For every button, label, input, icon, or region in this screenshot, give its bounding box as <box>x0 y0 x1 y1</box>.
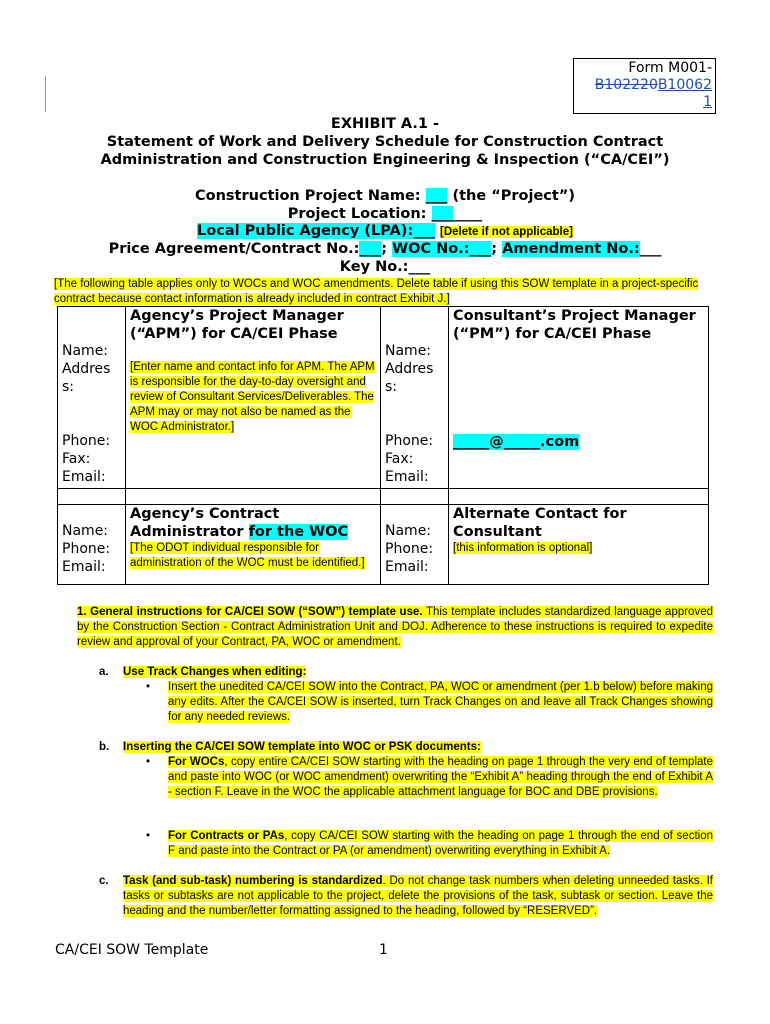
price-agreement-blank: ___ <box>359 241 382 257</box>
section-1-paragraph <box>77 605 713 650</box>
form-number-line1: Form M001- <box>628 60 712 76</box>
ca-heading-woc: for the WOC <box>248 524 349 540</box>
section-1-lead: 1. General instructions for CA/CEI SOW (“SOW”) template use. <box>77 606 423 618</box>
item-b-bullet1-lead: For WOCs <box>168 756 225 768</box>
lpa-line <box>0 222 770 241</box>
item-b-title-wrap <box>123 740 481 755</box>
pm-email-field: _____@_____.com <box>453 434 580 450</box>
apm-phone-fax-email-label: Phone: Fax: Email: <box>62 433 111 485</box>
item-a-bullet-text: Insert the unedited CA/CEI SOW into the Contract, PA, WOC or amendment (per 1.b below) before making any edits. After the CA/CEI SOW is inserted, turn Track Changes on and leave all Track Changes showing for any needed reviews. <box>168 681 713 723</box>
apm-instructions: [Enter name and contact info for APM. The APM is responsible for the day-to-day oversight and review of Consultant Services/Deliverables. The APM may or may not also be named as the WOC Administrator.] <box>130 361 375 433</box>
pm-phone-fax-email-label: Phone: Fax: Email: <box>385 433 434 485</box>
project-name-label: Construction Project Name: <box>195 188 421 204</box>
price-agreement-line <box>0 240 770 258</box>
item-c-text: . Do not change task numbers when deleting unneeded tasks. If tasks or subtasks are not applicable to the project, delete the provisions of the task, subtask or section. Leave the heading and the number/letter formatting assigned to the heading, followed by “RESERVED”. <box>123 875 714 917</box>
ca-labels-cell <box>58 505 126 585</box>
item-c-paragraph <box>123 874 713 919</box>
item-a-title: Use Track Changes when editing: <box>123 666 307 678</box>
item-b-bullet2-lead: For Contracts or PAs <box>168 830 285 842</box>
form-number-revision <box>574 77 712 94</box>
item-b-bullet1 <box>168 755 713 800</box>
pm-cell <box>449 307 709 489</box>
lpa-note: [Delete if not applicable] <box>440 226 573 238</box>
ca-heading: Agency’s Contract Administrator <box>130 506 280 540</box>
item-a-bullet <box>168 680 713 725</box>
apm-cell <box>126 307 381 489</box>
ca-cell <box>126 505 381 585</box>
project-location-line <box>0 205 770 223</box>
alt-heading: Alternate Contact for Consultant <box>453 506 627 540</box>
item-b-bullet2 <box>168 829 713 859</box>
project-name-suffix: (the “Project”) <box>452 188 575 204</box>
spacer-cell-4 <box>449 489 709 505</box>
price-agreement-label: Price Agreement/Contract No.: <box>108 241 360 257</box>
apm-instructions-wrap <box>130 360 376 435</box>
ca-instructions-wrap <box>130 541 376 571</box>
project-name-blank: ___ <box>425 188 448 204</box>
form-number-box <box>573 58 716 114</box>
item-a-marker: a. <box>99 666 109 678</box>
alt-cell <box>449 505 709 585</box>
item-a-bullet-glyph: • <box>146 681 151 693</box>
exhibit-subtitle-line2: Administration and Construction Engineering & Inspection (“CA/CEI”) <box>100 152 670 168</box>
pm-heading: Consultant’s Project Manager (“PM”) for CA/CEI Phase <box>453 308 696 342</box>
table-note-text: [The following table applies only to WOCs and WOC amendments. Delete table if using this SOW template in a project-specific contract because contact information is already included in contract Exhibit J.] <box>54 278 699 305</box>
key-number-label: Key No.:___ <box>339 259 431 275</box>
footer-template-name: CA/CEI SOW Template <box>55 942 209 958</box>
alt-name-phone-email-label: Name: Phone: Email: <box>385 523 434 575</box>
ca-heading-wrap <box>130 505 376 541</box>
project-location-label: Project Location: <box>287 206 427 222</box>
key-number-line <box>0 258 770 276</box>
alt-labels-cell <box>381 505 449 585</box>
apm-name-address-label: Name: Addres s: <box>62 343 111 395</box>
footer-page-number: 1 <box>379 942 388 958</box>
pm-name-address-label: Name: Addres s: <box>385 343 434 395</box>
item-a-title-wrap <box>123 665 306 680</box>
item-c-title: Task (and sub-task) numbering is standardized <box>123 875 383 887</box>
sep-2: ; <box>491 241 498 257</box>
amendment-number-label: Amendment No.: <box>502 241 640 257</box>
item-b-bullet2-glyph: • <box>146 830 151 842</box>
item-b-marker: b. <box>99 741 110 753</box>
apm-heading: Agency’s Project Manager (“APM”) for CA/CEI Phase <box>130 308 344 342</box>
form-number-inserted-b: 1 <box>703 94 712 110</box>
alt-instructions-wrap <box>453 541 704 556</box>
item-b-bullet1-text: , copy entire CA/CEI SOW starting with the heading on page 1 through the very end of template and paste into WOC (or WOC amendment) overwriting the “Exhibit A” heading through the end of Exhibit A - section F. Leave in the WOC the applicable attachment language for BOC and DBE provisions. <box>168 756 713 798</box>
item-b-bullet1-glyph: • <box>146 756 151 768</box>
project-name-line <box>0 187 770 205</box>
section-1-text: This template includes standardized language approved by the Construction Section - Contract Administration Unit and DOJ. Adherence to these instructions is required to expedite review and approval of your Contract, PA, WOC or amendment. <box>77 606 713 648</box>
lpa-label: Local Public Agency (LPA):___ <box>197 223 435 239</box>
pm-email-wrap <box>453 433 704 451</box>
item-c-marker: c. <box>99 875 109 887</box>
contacts-table <box>57 306 709 585</box>
spacer-cell-1 <box>58 489 126 505</box>
ca-name-phone-email-label: Name: Phone: Email: <box>62 523 111 575</box>
form-number-struck: B102220 <box>594 77 658 93</box>
pm-labels-cell <box>381 307 449 489</box>
apm-labels-cell <box>58 307 126 489</box>
change-bar <box>45 76 46 112</box>
item-b-bullet2-text: , copy CA/CEI SOW starting with the heading on page 1 through the end of section F and paste into the Contract or PA (or amendment) overwriting everything in Exhibit A. <box>168 830 713 857</box>
project-location-blank: ___ <box>431 206 454 222</box>
sep-1: ; <box>381 241 388 257</box>
woc-number-label: WOC No.:___ <box>392 241 492 257</box>
item-b-title: Inserting the CA/CEI SOW template into WOC or PSK documents: <box>123 741 481 753</box>
spacer-cell-2 <box>126 489 381 505</box>
amendment-number-blank: ___ <box>639 241 662 257</box>
table-applicability-note <box>54 277 714 306</box>
spacer-cell-3 <box>381 489 449 505</box>
form-number-inserted-a: B10062 <box>657 77 712 93</box>
exhibit-subtitle-line1: Statement of Work and Delivery Schedule for Construction Contract <box>106 134 664 150</box>
alt-instructions: [this information is optional] <box>453 542 593 554</box>
ca-instructions: [The ODOT individual responsible for administration of the WOC must be identified.] <box>130 542 365 569</box>
exhibit-title: EXHIBIT A.1 - <box>330 116 440 132</box>
project-location-trail: ____ <box>453 206 483 222</box>
